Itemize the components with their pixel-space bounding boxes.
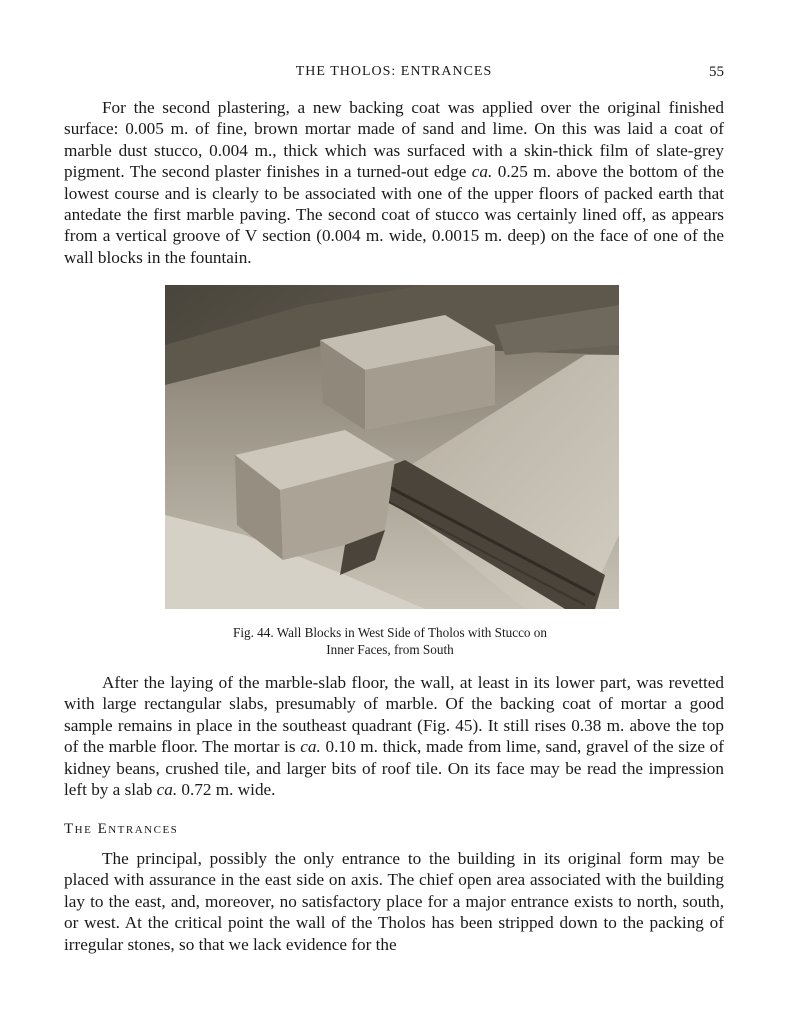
- caption-line: Inner Faces, from South: [326, 642, 454, 657]
- photo-wall-blocks: [165, 285, 619, 609]
- paragraph-marble-floor: [64, 672, 724, 800]
- paragraph-text: 0.72 m. wide.: [177, 780, 276, 800]
- figure-caption: [160, 624, 620, 658]
- figure-photograph: [165, 285, 619, 609]
- abbrev-circa: ca.: [300, 737, 321, 757]
- paragraph-text: For the second plastering, a new backing coat was applied over the original finished surface: 0.005 m. of fine, brown mortar made of sand and lime. On this was laid a coat of marble dust stucco, 0.004 m., thick which was surfaced with a skin-thick film of slate-grey pigment. The second plaster finishes in a turned-out edge: [64, 98, 724, 182]
- section-heading: The Entrances: [64, 821, 179, 837]
- page-number: 55: [709, 64, 724, 80]
- running-head: [64, 64, 724, 84]
- paragraph-text: 0.25 m. above the bottom of the lowest course and is clearly to be associated with one of the upper floors of packed earth that antedate the first marble paving. The second coat of stucco was certainly lined off, as appears from a vertical groove of V section (0.004 m. wide, 0.0015 m. deep) on the face of one of the wall blocks in the fountain.: [64, 162, 725, 267]
- abbrev-circa: ca.: [156, 780, 178, 800]
- paragraph-text: After the laying of the marble-slab floor, the wall, at least in its lower part, was revetted with large rectangular slabs, presumably of marble. Of the backing coat of mortar a good sample remains in place in the southeast quadrant (Fig. 45). It still rises 0.38 m. above the top of the marble floor. The mortar is: [64, 673, 724, 757]
- paragraph-entrances: The principal, possibly the only entrance to the building in its original form may be placed with assurance in the east side on axis. The chief open area associated with the building lay to the east, and, moreover, no satisfactory place for a major entrance exists to north, south, or west. At the critical point the wall of the Tholos has been stripped down to the packing of irregular stones, so that we lack evidence for the: [64, 849, 724, 954]
- paragraph-text: 0.10 m. thick, made from lime, sand, gravel of the size of kidney beans, crushed tile, and larger bits of roof tile. On its face may be read the impression left by a slab: [64, 737, 725, 800]
- paragraph-plastering: [64, 97, 724, 268]
- abbrev-circa: ca.: [471, 162, 493, 182]
- caption-line: Fig. 44. Wall Blocks in West Side of Tholos with Stucco on: [232, 625, 547, 640]
- running-title: THE THOLOS: ENTRANCES: [295, 64, 493, 79]
